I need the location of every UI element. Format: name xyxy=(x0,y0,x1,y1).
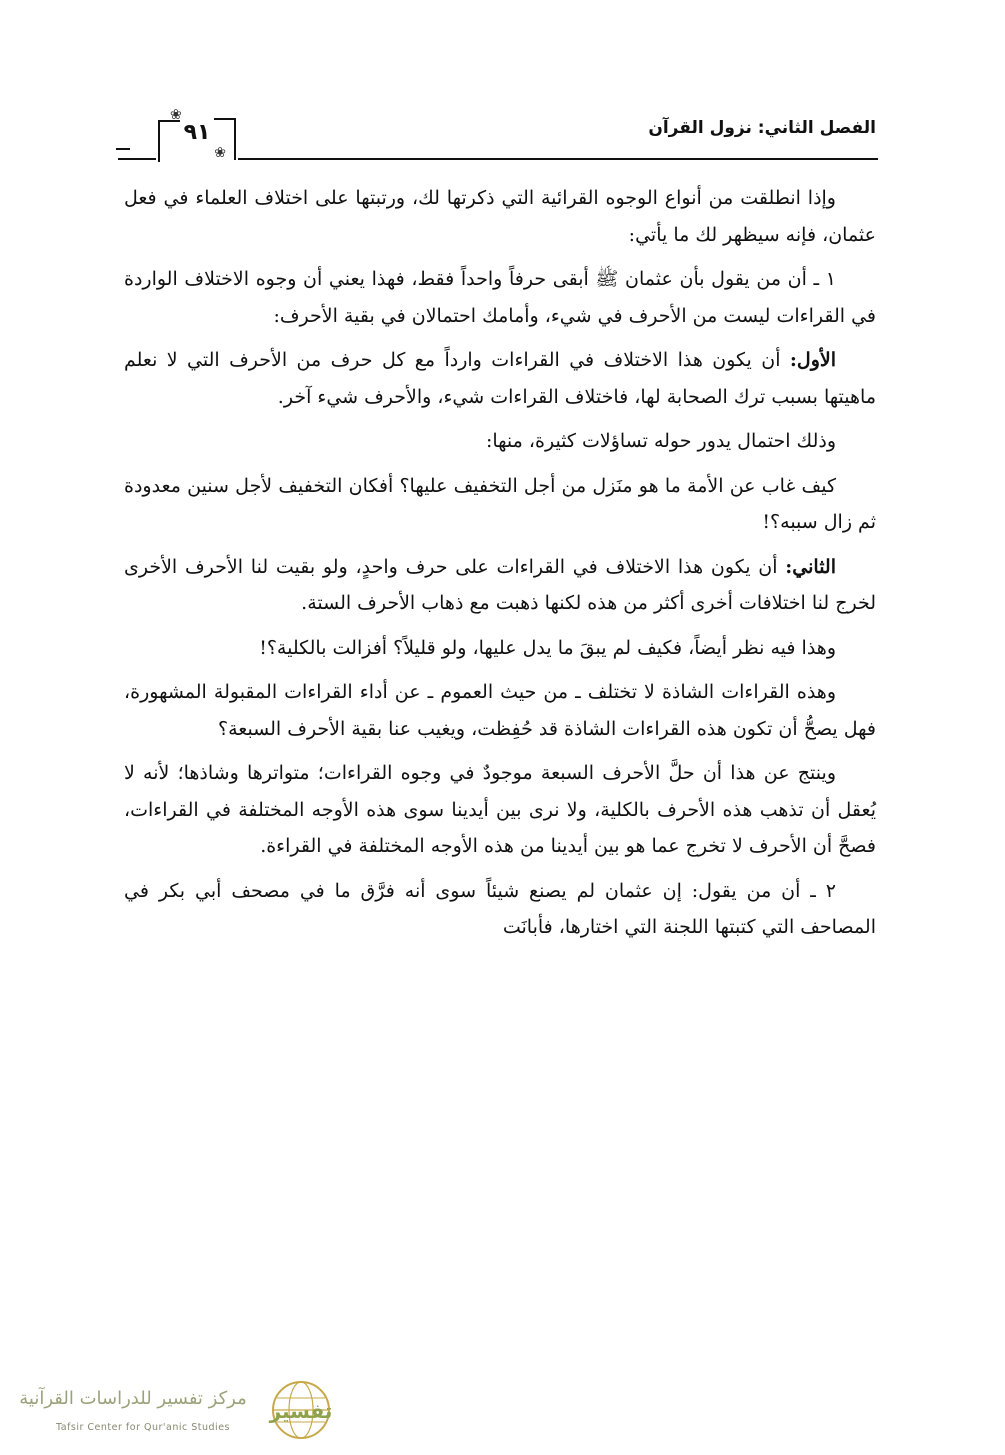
page-number: ٩١ xyxy=(183,120,211,145)
page-header xyxy=(118,108,878,168)
globe-emblem-icon xyxy=(256,1378,346,1442)
rose-ornament-icon: ❀ xyxy=(170,107,182,123)
paragraph: وهذا فيه نظر أيضاً، فكيف لم يبقَ ما يدل عليها، ولو قليلاً؟ أفزالت بالكلية؟! xyxy=(259,636,836,659)
rose-ornament-icon: ❀ xyxy=(214,145,226,161)
paragraph: وإذا انطلقت من أنواع الوجوه القرائية التي ذكرتها لك، ورتبتها على اختلاف العلماء في فعل عثمان، فإنه سيظهر لك ما يأتي: xyxy=(124,187,876,246)
paragraph: وينتج عن هذا أن حلَّ الأحرف السبعة موجودٌ في وجوه القراءات؛ متواترها وشاذها؛ لأنه لا يُعقل أن تذهب هذه الأحرف بالكلية، ولا نرى بين أيدينا سوى هذه الأوجه المختلفة في القراءات، فصحَّ أن الأحرف لا تخرج عما هو بين أيدينا من هذه الأوجه المختلفة في القراءة. xyxy=(124,762,876,857)
paragraph: الثاني: أن يكون هذا الاختلاف في القراءات على حرف واحدٍ، ولو بقيت لنا الأحرف الأخرى لخرج لنا اختلافات أخرى أكثر من هذه لكنها ذهبت مع ذهاب الأحرف الستة. xyxy=(124,555,876,614)
paragraph: ١ ـ أن من يقول بأن عثمان ﷺ أبقى حرفاً واحداً فقط، فهذا يعني أن وجوه الاختلاف الواردة في القراءات ليست من الأحرف في شيء، وأمامك احتمالان في بقية الأحرف: xyxy=(124,268,876,327)
paragraph-lead: الأول: xyxy=(789,349,836,371)
publisher-logo xyxy=(18,1378,348,1444)
logo-arabic-text: مركز تفسير للدراسات القرآنية xyxy=(19,1388,247,1409)
paragraph: وهذه القراءات الشاذة لا تختلف ـ من حيث العموم ـ عن أداء القراءات المقبولة المشهورة، فهل يصحُّ أن تكون هذه القراءات الشاذة قد حُفِظت، ويغيب عنا بقية الأحرف السبعة؟ xyxy=(124,681,876,740)
header-dash xyxy=(116,148,130,150)
paragraph: ٢ ـ أن من يقول: إن عثمان لم يصنع شيئاً سوى أنه فرَّق ما في مصحف أبي بكر في المصاحف التي كتبتها اللجنة التي اختارها، فأبانَت xyxy=(124,879,876,938)
body-text xyxy=(124,180,876,954)
logo-english-text: Tafsir Center for Qur'anic Studies xyxy=(56,1422,230,1433)
paragraph: وذلك احتمال يدور حوله تساؤلات كثيرة، منها: xyxy=(485,430,836,452)
paragraph: الأول: أن يكون هذا الاختلاف في القراءات وارداً مع كل حرف من الأحرف التي لا نعلم ماهيتها بسبب ترك الصحابة لها، فاختلاف القراءات شيء، والأحرف شيء آخر. xyxy=(124,349,876,408)
page-number-frame xyxy=(156,107,238,161)
paragraph-lead: الثاني: xyxy=(785,555,836,578)
chapter-title: الفصل الثاني: نزول القرآن xyxy=(648,118,876,138)
emblem-text: تفسير xyxy=(269,1399,333,1423)
paragraph: كيف غاب عن الأمة ما هو منَزل من أجل التخفيف عليها؟ أفكان التخفيف لأجل سنين معدودة ثم زال سببه؟! xyxy=(124,474,876,533)
